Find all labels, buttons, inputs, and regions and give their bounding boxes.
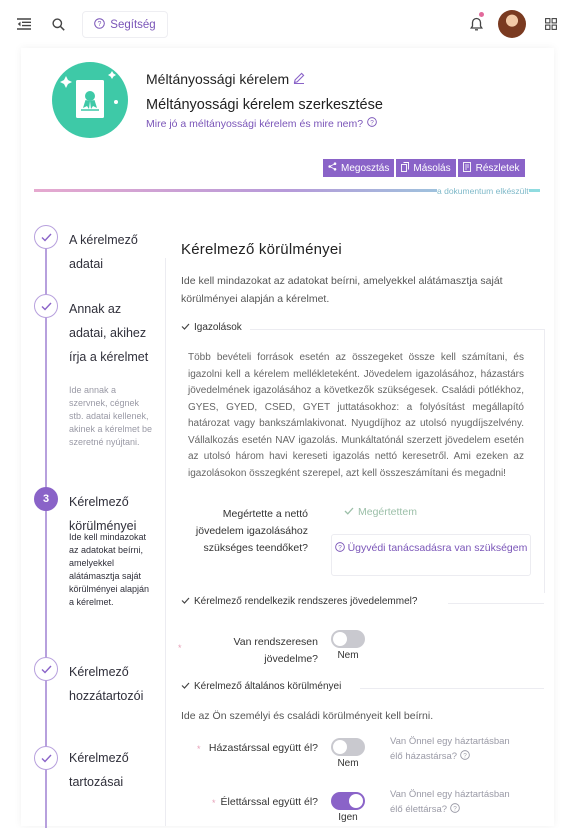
step-title: Kérelmező körülményei (69, 495, 137, 533)
share-button[interactable] (323, 159, 394, 177)
chevron-check-icon (181, 322, 190, 333)
document-title (146, 71, 305, 87)
step-title: Kérelmező hozzátartozói (69, 665, 144, 703)
spouse-hint (390, 734, 522, 764)
partner-hint-text: Van Önnel egy háztartásban élő élettársa? (390, 789, 510, 815)
understood-option[interactable] (344, 506, 417, 518)
stepper-line (45, 248, 47, 828)
divider (448, 603, 544, 604)
help-circle-icon (94, 18, 105, 32)
svg-text:?: ? (462, 752, 467, 760)
divider (360, 688, 544, 689)
required-marker: * (212, 798, 216, 808)
certificate-document-icon (52, 62, 128, 138)
copy-label: Másolás (413, 162, 451, 174)
step-description: Ide annak a szervnek, cégnek stb. adatai kellenek, akinek a kérelmet be szeretné nyújtani. (69, 385, 153, 447)
section-general-header[interactable] (181, 681, 341, 692)
required-marker: * (197, 744, 201, 754)
spouse-question-label: Házastárssal együtt él? (208, 742, 318, 754)
step-title: Annak az adatai, akihez írja a kérelmet (69, 302, 149, 364)
avatar[interactable] (498, 10, 526, 38)
help-button[interactable] (82, 11, 168, 38)
copy-button[interactable] (396, 159, 455, 177)
search-icon[interactable] (48, 14, 68, 34)
lawyer-advice-label: Ügyvédi tanácsadásra van szükségem (347, 542, 528, 554)
section-income-header[interactable] (181, 596, 417, 607)
check-icon (34, 657, 58, 681)
divider (250, 329, 544, 330)
help-circle-icon[interactable] (450, 804, 460, 815)
section-general-intro: Ide az Ön személyi és családi körülményeit kell beírni. (181, 710, 434, 722)
share-icon (328, 162, 337, 174)
apps-grid-icon[interactable] (541, 14, 561, 34)
required-marker: * (178, 643, 182, 653)
details-button[interactable] (458, 159, 525, 177)
menu-collapse-icon[interactable] (14, 14, 34, 34)
share-label: Megosztás (341, 162, 390, 174)
svg-text:?: ? (97, 20, 102, 28)
help-circle-icon[interactable] (460, 751, 470, 762)
partner-hint (390, 787, 522, 817)
regular-income-label: Van rendszeresen jövedelme? (233, 636, 318, 665)
partner-question-label: Élettárssal együtt él? (220, 796, 318, 808)
section-general-title: Kérelmező általános körülményei (194, 681, 342, 692)
regular-income-value: Nem (337, 650, 359, 661)
svg-text:?: ? (452, 805, 457, 813)
help-button-label: Segítség (110, 18, 156, 31)
check-icon (344, 506, 354, 518)
content-divider (165, 258, 166, 826)
spouse-hint-text: Van Önnel egy háztartásban élő házastársa? (390, 736, 510, 762)
help-circle-icon (335, 542, 345, 554)
partner-toggle[interactable] (331, 792, 365, 810)
top-bar (0, 0, 574, 48)
step-title: Kérelmező tartozásai (69, 751, 129, 789)
notification-dot (479, 12, 484, 17)
partner-value: Igen (338, 812, 358, 823)
svg-text:?: ? (370, 119, 374, 127)
section-title: Kérelmező körülményei (181, 241, 342, 258)
check-icon (34, 225, 58, 249)
igazolasok-paragraph: Több bevételi források esetén az összegeket össze kell számítani, és igazolni kell a kérelem mellékleteként. Jövedelem igazolásához, házastárs jövedelmének igazolásához a következők szükségesek. Családi pótlékhoz, GYES, GYED, CSED, GYET juttatásokhoz: a folyósítást megállapító határozat vagy bankszámlakivonat. Nyugdíjhoz az utolsó nyugdíjszelvény. Vállalkozás esetén NAV igazolás. Munkáltatónál szerzett jövedelem esetén az utolsó három havi kereseti igazolás nettó keresetről. Ami ezeken az igazolásokon összegként szerepel, azt kell összeszámítani és megadni! (188, 352, 524, 479)
check-icon (34, 746, 58, 770)
bell-icon[interactable] (466, 14, 486, 34)
document-actions (323, 159, 525, 177)
document-info-link-text: Mire jó a méltányossági kérelem és mire nem? (146, 117, 364, 130)
understood-question-label: Megértette a nettó jövedelem igazolásához szükséges teendőket? (195, 508, 308, 554)
step-description: Ide kell mindazokat az adatokat beírni, amelyekkel alátámasztja saját körülményei alapján a kérelmet. (69, 532, 150, 607)
section-igazolasok-title: Igazolások (194, 322, 242, 333)
understood-option-label: Megértettem (358, 506, 417, 518)
section-income-title: Kérelmező rendelkezik rendszeres jövedelemmel? (194, 596, 418, 607)
chevron-check-icon (181, 596, 190, 607)
lawyer-advice-button[interactable] (331, 534, 531, 576)
step-number: 3 (34, 487, 58, 511)
details-label: Részletek (475, 162, 520, 174)
progress-label: a dokumentum elkészült (437, 186, 529, 196)
step-title: A kérelmező adatai (69, 233, 138, 271)
document-subtitle: Méltányossági kérelem szerkesztése (146, 97, 383, 113)
spouse-toggle[interactable] (331, 738, 365, 756)
check-icon (34, 294, 58, 318)
chevron-check-icon (181, 681, 190, 692)
regular-income-toggle[interactable] (331, 630, 365, 648)
section-border (544, 329, 545, 593)
spouse-value: Nem (337, 758, 359, 769)
section-intro: Ide kell mindazokat az adatokat beírni, amelyekkel alátámasztja saját körülményei alapján a kérelmet. (181, 275, 503, 305)
edit-pencil-icon[interactable] (293, 71, 305, 87)
section-igazolasok-header[interactable] (181, 322, 242, 333)
document-info-link[interactable] (146, 117, 377, 130)
copy-icon (401, 162, 409, 175)
help-circle-icon (367, 117, 377, 130)
svg-text:?: ? (337, 544, 342, 552)
document-title-text: Méltányossági kérelem (146, 71, 290, 87)
document-details-icon (463, 162, 472, 175)
